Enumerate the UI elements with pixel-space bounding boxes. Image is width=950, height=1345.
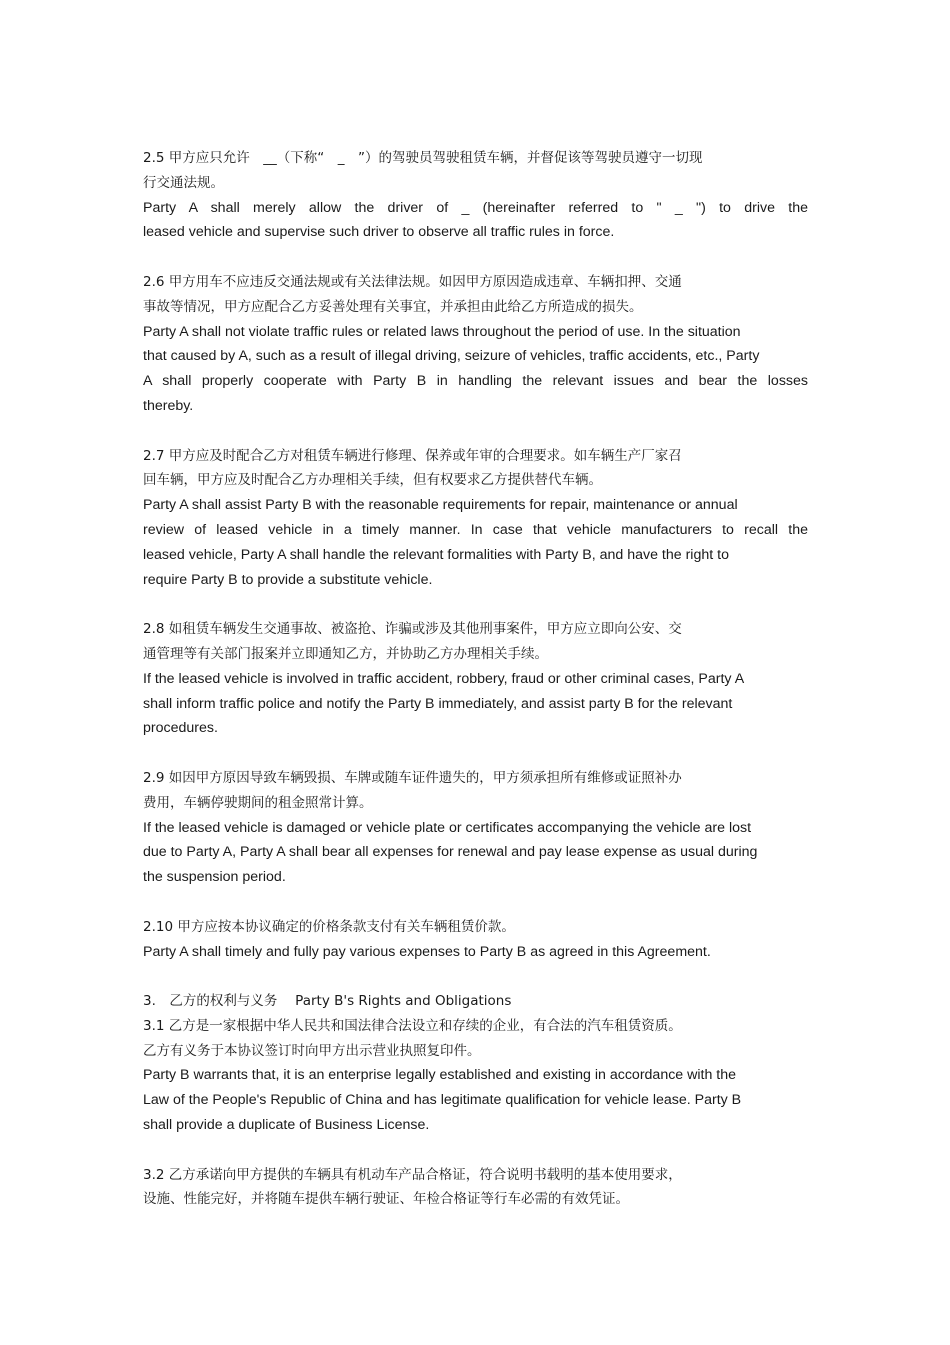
clause-en-line: leased vehicle, Party A shall handle the relevant formalities with Party B, and have the right to <box>143 546 729 563</box>
clause-2-5 <box>143 146 808 245</box>
clause-en-line: that caused by A, such as a result of illegal driving, seizure of vehicles, traffic accidents, etc., Party <box>143 348 760 365</box>
clause-zh-line: 2.7 甲方应及时配合乙方对租赁车辆进行修理、保养或年审的合理要求。如车辆生产厂家召 <box>143 447 682 464</box>
clause-en-line: procedures. <box>143 720 218 737</box>
clause-en-line: review of leased vehicle in a timely manner. In case that vehicle manufacturers to recall the <box>143 521 808 538</box>
clause-zh-line: 设施、性能完好，并将随车提供车辆行驶证、年检合格证等行车必需的有效凭证。 <box>143 1191 629 1208</box>
document-page <box>143 146 808 1212</box>
clause-en-line: Party A shall merely allow the driver of _ (hereinafter referred to " _ ") to drive the <box>143 199 808 216</box>
clause-zh-line: 2.5 甲方应只允许 __（下称“ _ ”）的驾驶员驾驶租赁车辆，并督促该等驾驶员遵守一切现 <box>143 150 703 166</box>
clause-en-line: due to Party A, Party A shall bear all expenses for renewal and pay lease expense as usual during <box>143 844 758 861</box>
clause-zh-line: 回车辆，甲方应及时配合乙方办理相关手续，但有权要求乙方提供替代车辆。 <box>143 472 602 489</box>
clause-2-6 <box>143 270 808 419</box>
clause-en-line: the suspension period. <box>143 869 286 886</box>
clause-zh-line: 乙方有义务于本协议签订时向甲方出示营业执照复印件。 <box>143 1042 481 1059</box>
clause-3-1 <box>143 1014 808 1138</box>
clause-2-9 <box>143 766 808 890</box>
clause-zh-line: 2.6 甲方用车不应违反交通法规或有关法律法规。如因甲方原因造成违章、车辆扣押、交通 <box>143 273 682 290</box>
clause-zh-line: 2.9 如因甲方原因导致车辆毁损、车牌或随车证件遗失的，甲方须承担所有维修或证照补办 <box>143 769 682 786</box>
clause-2-10 <box>143 915 808 965</box>
clause-zh-line: 2.10 甲方应按本协议确定的价格条款支付有关车辆租赁价款。 <box>143 918 515 935</box>
clause-en-line: A shall properly cooperate with Party B in handling the relevant issues and bear the losses <box>143 373 808 390</box>
clause-2-7 <box>143 444 808 593</box>
clause-3-2 <box>143 1163 808 1213</box>
clause-en-line: leased vehicle and supervise such driver to observe all traffic rules in force. <box>143 224 615 241</box>
clause-en-line: thereby. <box>143 397 194 414</box>
clause-zh-line: 行交通法规。 <box>143 174 224 191</box>
clause-en-line: Party A shall not violate traffic rules or related laws throughout the period of use. In the situation <box>143 323 741 340</box>
clause-zh-line: 3.1 乙方是一家根据中华人民共和国法律合法设立和存续的企业，有合法的汽车租赁资质。 <box>143 1017 682 1034</box>
clause-en-line: If the leased vehicle is involved in traffic accident, robbery, fraud or other criminal cases, Party A <box>143 670 745 687</box>
clause-en-line: Party A shall assist Party B with the reasonable requirements for repair, maintenance or annual <box>143 497 738 514</box>
clause-zh-line: 事故等情况，甲方应配合乙方妥善处理有关事宜，并承担由此给乙方所造成的损失。 <box>143 298 643 315</box>
clause-en-line: Party A shall timely and fully pay various expenses to Party B as agreed in this Agreement. <box>143 943 711 960</box>
clause-zh-line: 费用，车辆停驶期间的租金照常计算。 <box>143 794 373 811</box>
clause-en-line: shall provide a duplicate of Business License. <box>143 1117 430 1134</box>
clause-en-line: require Party B to provide a substitute vehicle. <box>143 571 433 588</box>
clause-en-line: Law of the People's Republic of China and has legitimate qualification for vehicle lease. Party B <box>143 1092 742 1109</box>
clause-zh-line: 2.8 如租赁车辆发生交通事故、被盗抢、诈骗或涉及其他刑事案件，甲方应立即向公安、交 <box>143 621 682 638</box>
clause-zh-line: 通管理等有关部门报案并立即通知乙方，并协助乙方办理相关手续。 <box>143 645 548 662</box>
clause-en-line: If the leased vehicle is damaged or vehicle plate or certificates accompanying the vehicle are lost <box>143 819 752 836</box>
clause-2-8 <box>143 617 808 741</box>
clause-en-line: Party B warrants that, it is an enterprise legally established and existing in accordance with the <box>143 1067 737 1084</box>
clause-zh-line: 3.2 乙方承诺向甲方提供的车辆具有机动车产品合格证，符合说明书载明的基本使用要求， <box>143 1166 682 1183</box>
section-heading-3: 3. 乙方的权利与义务 Party B's Rights and Obligations <box>143 993 512 1010</box>
clause-en-line: shall inform traffic police and notify the Party B immediately, and assist party B for the relevant <box>143 695 733 712</box>
